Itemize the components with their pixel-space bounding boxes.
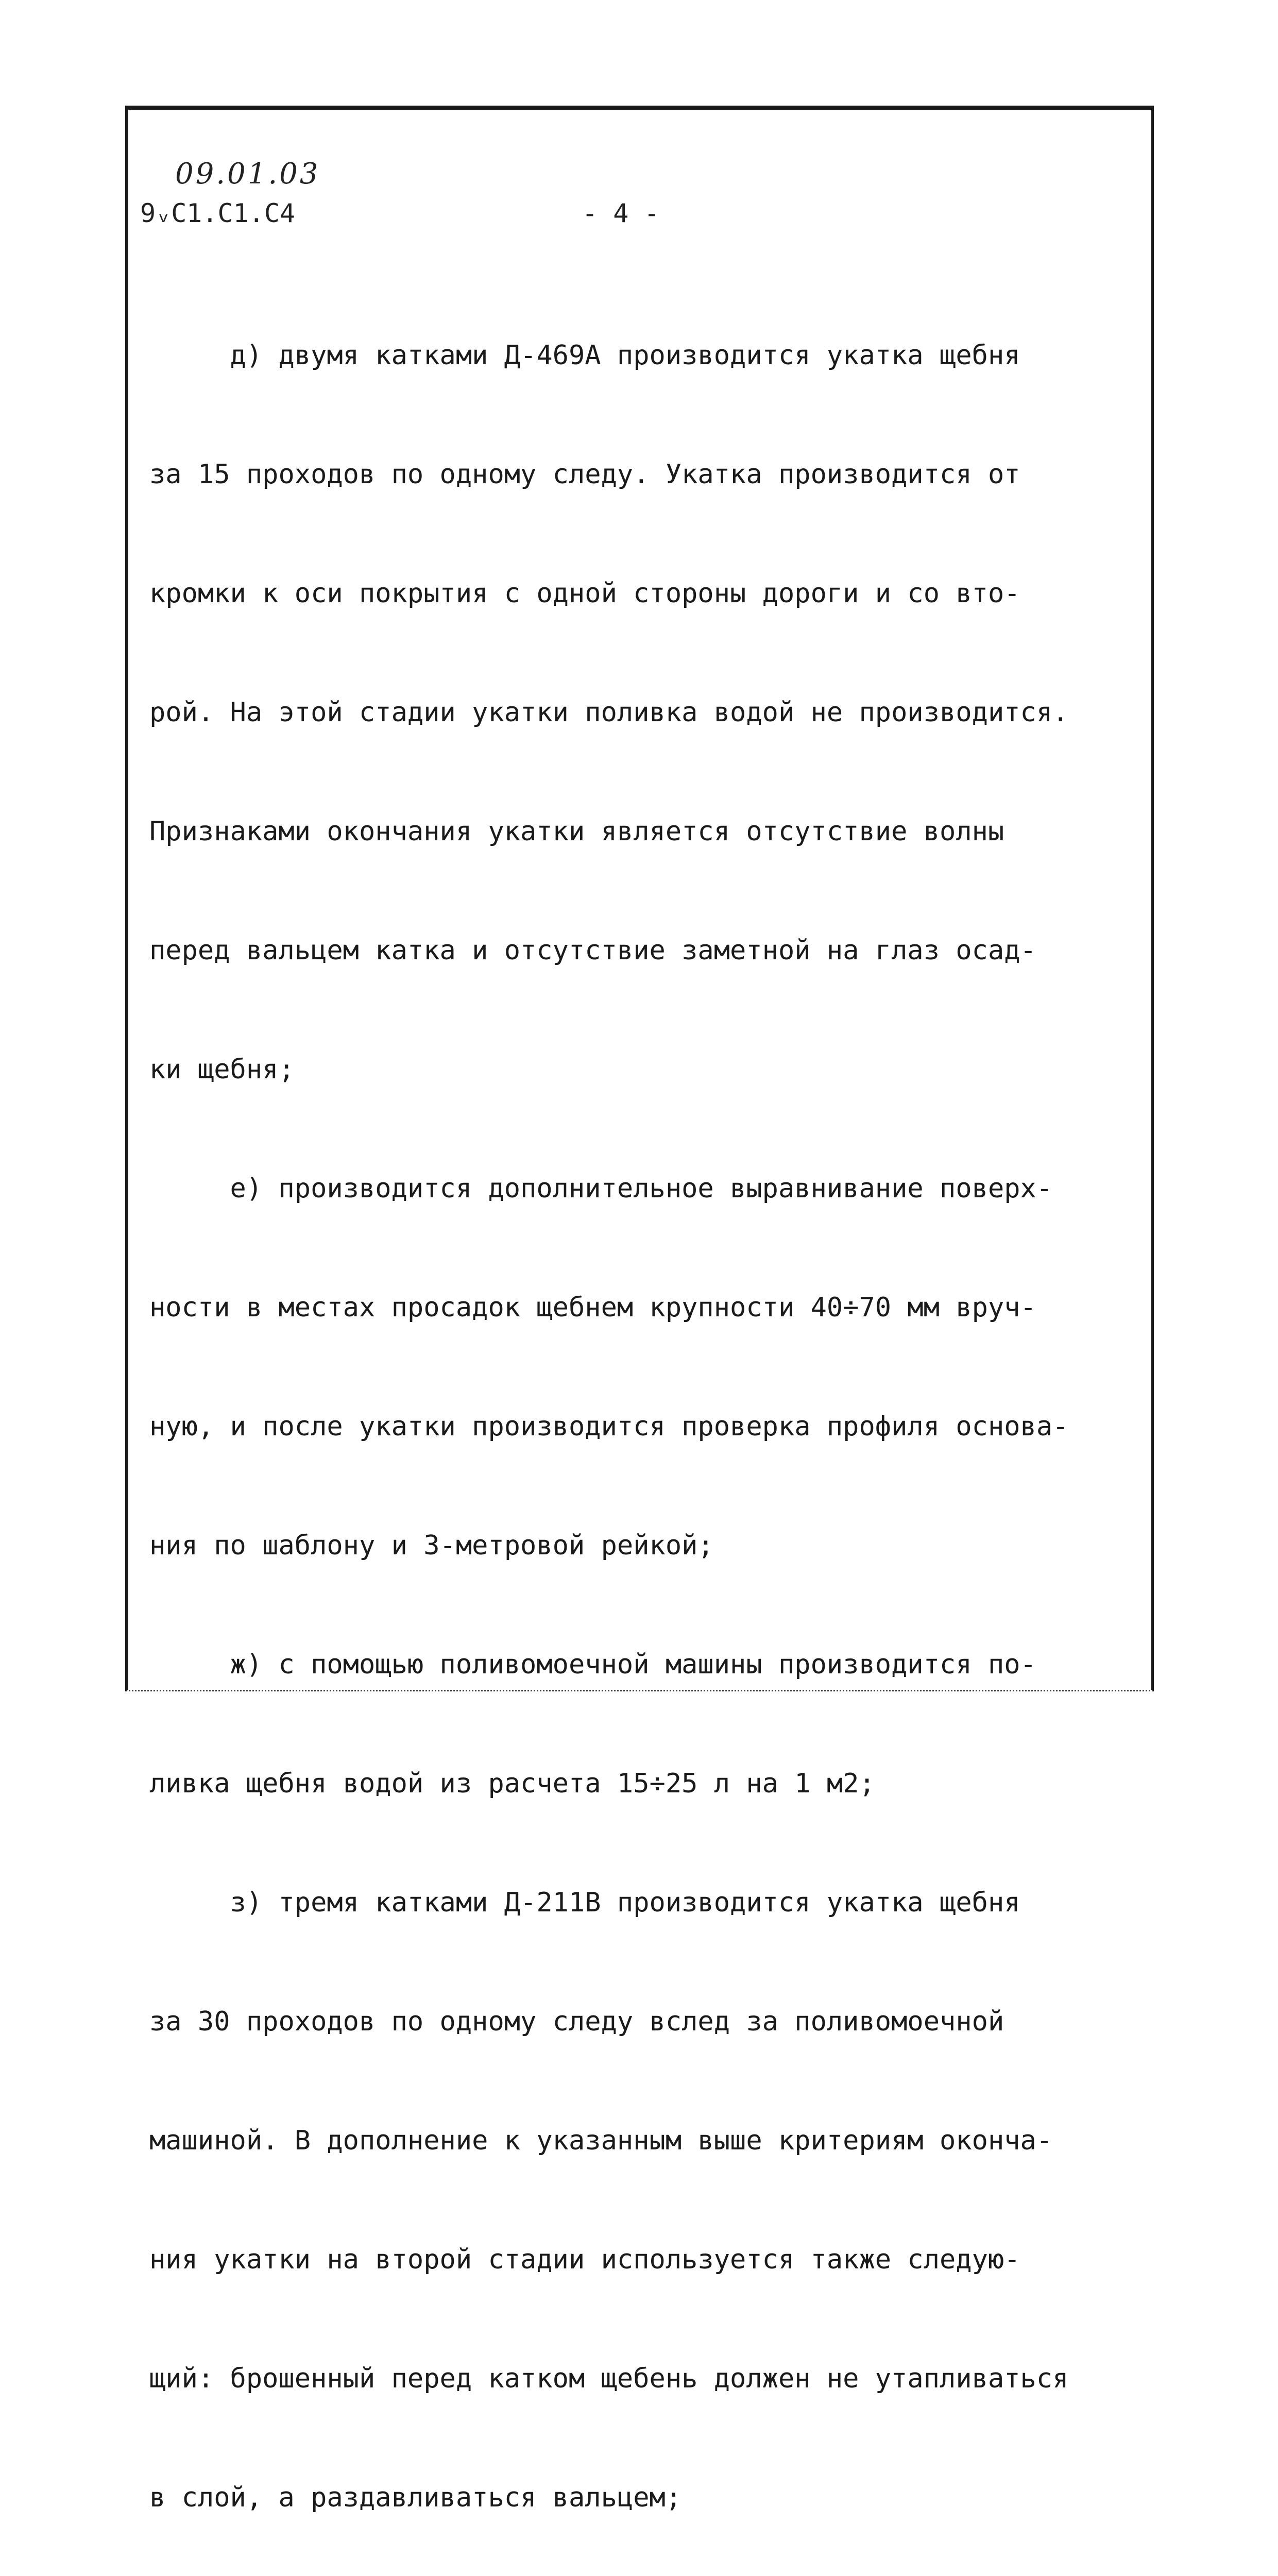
text-line: ж) с помощью поливомоечной машины производится по- <box>149 1649 1036 1680</box>
text-line: в слой, а раздавливаться вальцем; <box>149 2482 682 2513</box>
text-line: ную, и после укатки производится проверка профиля основа- <box>149 1411 1069 1442</box>
text-line: ния укатки на второй стадии используется также следую- <box>149 2244 1020 2275</box>
text-line: перед вальцем катка и отсутствие заметной на глаз осад- <box>149 935 1036 966</box>
handwritten-document-code: 09.01.03 <box>175 157 320 191</box>
text-line: ливка щебня водой из расчета 15÷25 л на 1 м2; <box>149 1768 875 1799</box>
text-line: ния по шаблону и 3-метровой рейкой; <box>149 1530 714 1561</box>
text-line: за 15 проходов по одному следу. Укатка производится от <box>149 459 1020 490</box>
text-line: кромки к оси покрытия с одной стороны дороги и со вто- <box>149 578 1020 609</box>
text-line: Признаками окончания укатки является отсутствие волны <box>149 816 1004 847</box>
text-line: за 30 проходов по одному следу вслед за поливомоечной <box>149 2006 1004 2037</box>
text-line: ки щебня; <box>149 1054 295 1085</box>
text-line: з) тремя катками Д-211В производится укатка щебня <box>149 1887 1020 1918</box>
text-line: ности в местах просадок щебнем крупности 40÷70 мм вруч- <box>149 1292 1036 1323</box>
text-line: щий: брошенный перед катком щебень должен не утапливаться <box>149 2363 1069 2394</box>
page-number: - 4 - <box>582 198 660 228</box>
text-line: рой. На этой стадии укатки поливка водой не производится. <box>149 697 1069 728</box>
text-line: д) двумя катками Д-469А производится укатка щебня <box>149 340 1020 371</box>
document-body <box>149 257 1138 2576</box>
text-line: е) производится дополнительное выравнивание поверх- <box>149 1173 1053 1204</box>
text-line: машиной. В дополнение к указанным выше критериям оконча- <box>149 2125 1053 2156</box>
document-code: 9ᵥC1.C1.C4 <box>140 198 296 228</box>
